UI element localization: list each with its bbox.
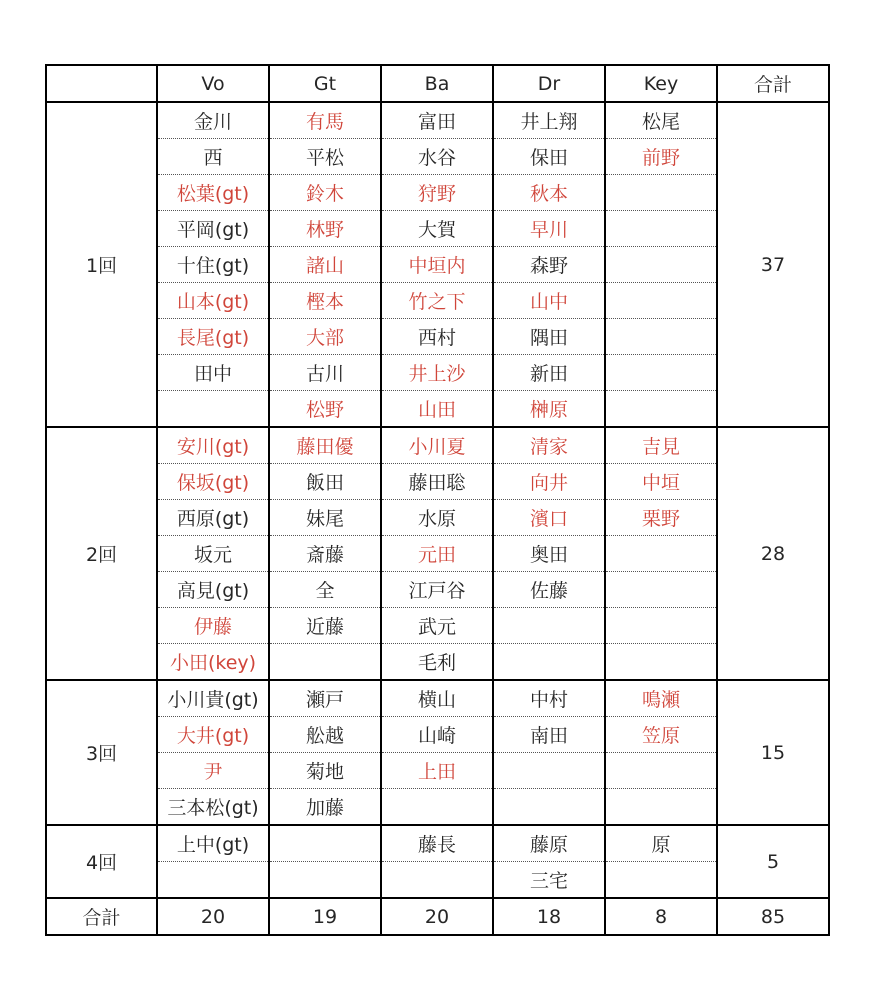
member-cell-gt: 樫本	[269, 283, 381, 319]
member-cell-gt: 妹尾	[269, 500, 381, 536]
member-cell-dr: 南田	[493, 717, 605, 753]
member-cell-ba: 小川夏	[381, 427, 493, 464]
member-cell-key	[605, 355, 717, 391]
member-cell-gt: 林野	[269, 211, 381, 247]
member-cell-ba: 大賀	[381, 211, 493, 247]
table-row	[46, 355, 829, 391]
member-cell-ba: 狩野	[381, 175, 493, 211]
header-cell: Ba	[381, 65, 493, 102]
member-cell-gt: 大部	[269, 319, 381, 355]
member-cell-ba: 横山	[381, 680, 493, 717]
round-total: 5	[717, 825, 829, 898]
table-row	[46, 283, 829, 319]
table-row	[46, 102, 829, 139]
member-cell-gt: 瀬戸	[269, 680, 381, 717]
member-cell-key	[605, 391, 717, 428]
member-cell-dr: 向井	[493, 464, 605, 500]
table-row	[46, 175, 829, 211]
member-cell-gt: 菊地	[269, 753, 381, 789]
member-cell-ba: 藤長	[381, 825, 493, 862]
member-cell-gt	[269, 644, 381, 681]
member-cell-vo: 西原(gt)	[157, 500, 269, 536]
member-cell-vo: 松葉(gt)	[157, 175, 269, 211]
table-row	[46, 391, 829, 428]
member-cell-dr: 保田	[493, 139, 605, 175]
member-cell-gt: 全	[269, 572, 381, 608]
member-cell-key	[605, 644, 717, 681]
member-cell-gt: 藤田優	[269, 427, 381, 464]
member-cell-gt: 加藤	[269, 789, 381, 826]
member-cell-dr: 三宅	[493, 862, 605, 899]
total-cell: 20	[381, 898, 493, 935]
member-cell-gt: 諸山	[269, 247, 381, 283]
table-row	[46, 427, 829, 464]
member-cell-gt: 近藤	[269, 608, 381, 644]
member-cell-gt: 舩越	[269, 717, 381, 753]
member-cell-key	[605, 175, 717, 211]
member-cell-key	[605, 536, 717, 572]
member-cell-ba: 山田	[381, 391, 493, 428]
round-label: 4回	[46, 825, 157, 898]
member-cell-dr: 榊原	[493, 391, 605, 428]
member-cell-dr: 森野	[493, 247, 605, 283]
member-cell-gt: 飯田	[269, 464, 381, 500]
member-cell-gt: 斎藤	[269, 536, 381, 572]
header-cell: Dr	[493, 65, 605, 102]
round-label: 1回	[46, 102, 157, 427]
member-cell-vo	[157, 391, 269, 428]
total-cell: 18	[493, 898, 605, 935]
member-cell-dr	[493, 644, 605, 681]
member-cell-vo	[157, 862, 269, 899]
member-cell-dr: 奥田	[493, 536, 605, 572]
total-cell: 85	[717, 898, 829, 935]
table-row	[46, 319, 829, 355]
total-cell: 19	[269, 898, 381, 935]
header-cell: Gt	[269, 65, 381, 102]
member-cell-vo: 坂元	[157, 536, 269, 572]
member-cell-ba: 竹之下	[381, 283, 493, 319]
member-cell-key	[605, 753, 717, 789]
member-cell-key: 栗野	[605, 500, 717, 536]
member-cell-ba: 江戸谷	[381, 572, 493, 608]
header-cell: Vo	[157, 65, 269, 102]
member-cell-dr: 佐藤	[493, 572, 605, 608]
member-cell-key: 前野	[605, 139, 717, 175]
member-cell-key	[605, 283, 717, 319]
totals-row	[46, 898, 829, 935]
member-cell-key	[605, 572, 717, 608]
table-row	[46, 536, 829, 572]
member-cell-vo: 十住(gt)	[157, 247, 269, 283]
table-row	[46, 608, 829, 644]
member-cell-ba	[381, 862, 493, 899]
member-cell-ba: 富田	[381, 102, 493, 139]
member-cell-gt: 松野	[269, 391, 381, 428]
member-cell-ba: 中垣内	[381, 247, 493, 283]
table-row	[46, 572, 829, 608]
member-cell-vo: 金川	[157, 102, 269, 139]
member-cell-gt: 平松	[269, 139, 381, 175]
member-cell-key	[605, 319, 717, 355]
member-cell-key	[605, 608, 717, 644]
member-cell-dr	[493, 608, 605, 644]
member-cell-dr: 清家	[493, 427, 605, 464]
member-cell-vo: 保坂(gt)	[157, 464, 269, 500]
member-cell-key: 鳴瀬	[605, 680, 717, 717]
table-row	[46, 211, 829, 247]
member-cell-ba: 山崎	[381, 717, 493, 753]
member-cell-ba: 元田	[381, 536, 493, 572]
member-cell-ba: 井上沙	[381, 355, 493, 391]
member-cell-vo: 大井(gt)	[157, 717, 269, 753]
member-cell-ba: 藤田聡	[381, 464, 493, 500]
member-cell-key	[605, 789, 717, 826]
header-row	[46, 65, 829, 102]
member-cell-ba	[381, 789, 493, 826]
header-cell: 合計	[717, 65, 829, 102]
member-cell-vo: 安川(gt)	[157, 427, 269, 464]
member-cell-vo: 西	[157, 139, 269, 175]
table-row	[46, 825, 829, 862]
totals-label: 合計	[46, 898, 157, 935]
table-row	[46, 789, 829, 826]
member-cell-vo: 伊藤	[157, 608, 269, 644]
table-row	[46, 753, 829, 789]
member-cell-gt	[269, 825, 381, 862]
member-cell-gt	[269, 862, 381, 899]
member-cell-key: 原	[605, 825, 717, 862]
member-cell-ba: 毛利	[381, 644, 493, 681]
member-cell-vo: 田中	[157, 355, 269, 391]
member-cell-key	[605, 211, 717, 247]
header-corner	[46, 65, 157, 102]
total-cell: 8	[605, 898, 717, 935]
member-cell-key: 笠原	[605, 717, 717, 753]
member-cell-ba: 武元	[381, 608, 493, 644]
member-cell-dr: 藤原	[493, 825, 605, 862]
member-cell-vo: 長尾(gt)	[157, 319, 269, 355]
member-cell-vo: 尹	[157, 753, 269, 789]
member-cell-vo: 高見(gt)	[157, 572, 269, 608]
table-row	[46, 139, 829, 175]
member-cell-dr	[493, 753, 605, 789]
member-cell-ba: 西村	[381, 319, 493, 355]
member-cell-key	[605, 862, 717, 899]
round-label: 2回	[46, 427, 157, 680]
table-row	[46, 247, 829, 283]
table-row	[46, 862, 829, 899]
member-cell-dr: 中村	[493, 680, 605, 717]
member-cell-key: 中垣	[605, 464, 717, 500]
round-total: 15	[717, 680, 829, 825]
member-cell-vo: 山本(gt)	[157, 283, 269, 319]
member-cell-key: 吉見	[605, 427, 717, 464]
member-cell-dr: 山中	[493, 283, 605, 319]
member-cell-vo: 上中(gt)	[157, 825, 269, 862]
member-cell-dr: 秋本	[493, 175, 605, 211]
table-row	[46, 500, 829, 536]
table-row	[46, 680, 829, 717]
member-cell-dr	[493, 789, 605, 826]
member-cell-ba: 水原	[381, 500, 493, 536]
member-cell-ba: 水谷	[381, 139, 493, 175]
member-cell-dr: 濱口	[493, 500, 605, 536]
member-cell-dr: 隅田	[493, 319, 605, 355]
round-total: 28	[717, 427, 829, 680]
round-label: 3回	[46, 680, 157, 825]
member-cell-key	[605, 247, 717, 283]
member-cell-gt: 有馬	[269, 102, 381, 139]
member-cell-vo: 小川貴(gt)	[157, 680, 269, 717]
table-row	[46, 644, 829, 681]
table-row	[46, 464, 829, 500]
total-cell: 20	[157, 898, 269, 935]
member-cell-gt: 鈴木	[269, 175, 381, 211]
member-cell-vo: 小田(key)	[157, 644, 269, 681]
member-cell-gt: 古川	[269, 355, 381, 391]
member-cell-dr: 井上翔	[493, 102, 605, 139]
member-cell-vo: 三本松(gt)	[157, 789, 269, 826]
member-cell-vo: 平岡(gt)	[157, 211, 269, 247]
header-cell: Key	[605, 65, 717, 102]
member-cell-dr: 新田	[493, 355, 605, 391]
member-cell-ba: 上田	[381, 753, 493, 789]
member-cell-dr: 早川	[493, 211, 605, 247]
member-cell-key: 松尾	[605, 102, 717, 139]
roster-table	[45, 64, 830, 936]
table-row	[46, 717, 829, 753]
round-total: 37	[717, 102, 829, 427]
